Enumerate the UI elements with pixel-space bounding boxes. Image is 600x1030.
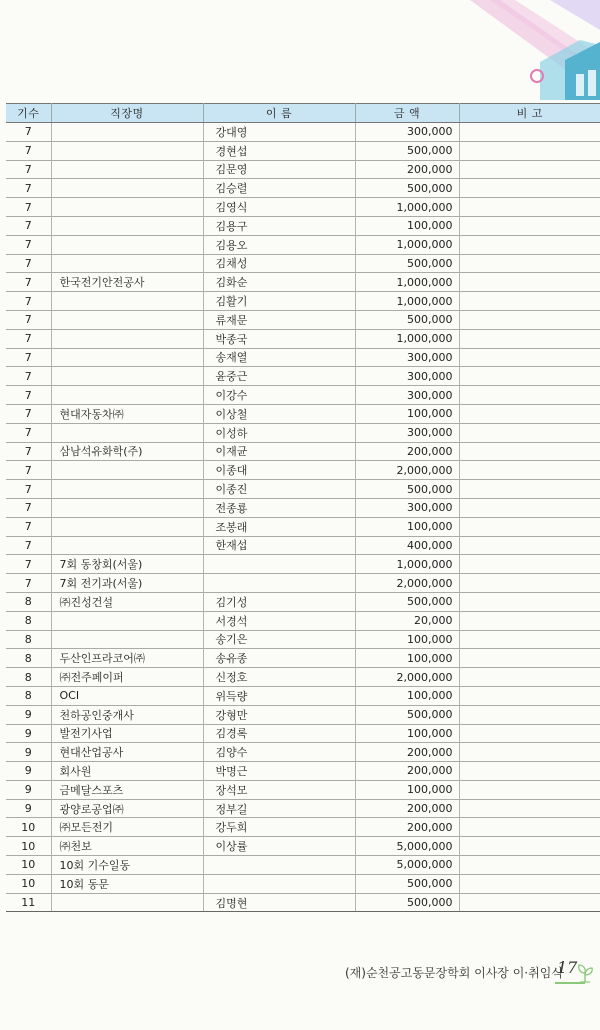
note-cell (459, 724, 600, 743)
name-cell: 신정호 (203, 668, 355, 687)
amount-cell: 100,000 (355, 404, 459, 423)
workplace-cell (51, 141, 203, 160)
amount-cell: 500,000 (355, 705, 459, 724)
generation-cell: 7 (6, 179, 51, 198)
table-body (6, 123, 600, 912)
table-row (6, 310, 600, 329)
name-cell: 송유종 (203, 649, 355, 668)
amount-cell: 500,000 (355, 893, 459, 912)
table-row (6, 536, 600, 555)
workplace-cell (51, 310, 203, 329)
generation-cell: 7 (6, 292, 51, 311)
table-row (6, 724, 600, 743)
name-cell: 이상철 (203, 404, 355, 423)
amount-cell: 300,000 (355, 367, 459, 386)
donation-table (6, 103, 600, 912)
amount-cell: 400,000 (355, 536, 459, 555)
workplace-cell (51, 461, 203, 480)
name-cell: 류재문 (203, 310, 355, 329)
col-header-workplace: 직장명 (51, 104, 203, 123)
table-row (6, 893, 600, 912)
generation-cell: 9 (6, 724, 51, 743)
name-cell: 이성하 (203, 423, 355, 442)
generation-cell: 7 (6, 423, 51, 442)
workplace-cell (51, 254, 203, 273)
name-cell (203, 856, 355, 875)
table-row (6, 780, 600, 799)
workplace-cell: 현대자동차㈜ (51, 404, 203, 423)
amount-cell: 1,000,000 (355, 273, 459, 292)
note-cell (459, 893, 600, 912)
workplace-cell: OCI (51, 686, 203, 705)
workplace-cell (51, 480, 203, 499)
table-row (6, 367, 600, 386)
name-cell: 김화순 (203, 273, 355, 292)
amount-cell: 5,000,000 (355, 856, 459, 875)
name-cell: 장석모 (203, 780, 355, 799)
workplace-cell: ㈜진성건설 (51, 592, 203, 611)
generation-cell: 8 (6, 649, 51, 668)
note-cell (459, 367, 600, 386)
amount-cell: 200,000 (355, 799, 459, 818)
note-cell (459, 856, 600, 875)
amount-cell: 500,000 (355, 592, 459, 611)
workplace-cell: 회사원 (51, 762, 203, 781)
note-cell (459, 141, 600, 160)
table-row (6, 649, 600, 668)
table-row (6, 762, 600, 781)
workplace-cell (51, 536, 203, 555)
generation-cell: 7 (6, 517, 51, 536)
table-row (6, 292, 600, 311)
workplace-cell: 10회 기수일동 (51, 856, 203, 875)
table-row (6, 592, 600, 611)
workplace-cell (51, 611, 203, 630)
note-cell (459, 160, 600, 179)
note-cell (459, 592, 600, 611)
name-cell: 윤중근 (203, 367, 355, 386)
workplace-cell: 발전기사업 (51, 724, 203, 743)
workplace-cell: 7회 전기과(서울) (51, 574, 203, 593)
amount-cell: 100,000 (355, 686, 459, 705)
amount-cell: 100,000 (355, 630, 459, 649)
note-cell (459, 837, 600, 856)
note-cell (459, 630, 600, 649)
workplace-cell: 두산인프라코어㈜ (51, 649, 203, 668)
amount-cell: 200,000 (355, 743, 459, 762)
generation-cell: 7 (6, 498, 51, 517)
note-cell (459, 179, 600, 198)
workplace-cell (51, 367, 203, 386)
workplace-cell: 삼남석유화학(주) (51, 442, 203, 461)
name-cell: 강두희 (203, 818, 355, 837)
note-cell (459, 404, 600, 423)
name-cell (203, 874, 355, 893)
name-cell: 이재균 (203, 442, 355, 461)
generation-cell: 10 (6, 856, 51, 875)
generation-cell: 8 (6, 630, 51, 649)
generation-cell: 7 (6, 348, 51, 367)
note-cell (459, 235, 600, 254)
col-header-amount: 금 액 (355, 104, 459, 123)
note-cell (459, 649, 600, 668)
workplace-cell (51, 292, 203, 311)
table-row (6, 198, 600, 217)
name-cell: 박명근 (203, 762, 355, 781)
workplace-cell: 7회 동창회(서울) (51, 555, 203, 574)
name-cell: 위득량 (203, 686, 355, 705)
table-row (6, 235, 600, 254)
note-cell (459, 480, 600, 499)
amount-cell: 1,000,000 (355, 198, 459, 217)
generation-cell: 7 (6, 310, 51, 329)
name-cell: 박종국 (203, 329, 355, 348)
workplace-cell (51, 179, 203, 198)
name-cell: 김양수 (203, 743, 355, 762)
amount-cell: 2,000,000 (355, 461, 459, 480)
amount-cell: 1,000,000 (355, 555, 459, 574)
amount-cell: 500,000 (355, 480, 459, 499)
note-cell (459, 461, 600, 480)
name-cell: 강대영 (203, 123, 355, 142)
workplace-cell (51, 423, 203, 442)
table-row (6, 386, 600, 405)
name-cell: 김용오 (203, 235, 355, 254)
table-row (6, 179, 600, 198)
table-row (6, 630, 600, 649)
workplace-cell (51, 235, 203, 254)
name-cell: 김기성 (203, 592, 355, 611)
note-cell (459, 799, 600, 818)
col-header-note: 비 고 (459, 104, 600, 123)
workplace-cell: 현대산업공사 (51, 743, 203, 762)
note-cell (459, 423, 600, 442)
note-cell (459, 517, 600, 536)
name-cell: 서경석 (203, 611, 355, 630)
generation-cell: 9 (6, 762, 51, 781)
name-cell: 이상률 (203, 837, 355, 856)
page-number: 17 (557, 958, 578, 977)
amount-cell: 5,000,000 (355, 837, 459, 856)
generation-cell: 9 (6, 743, 51, 762)
note-cell (459, 216, 600, 235)
note-cell (459, 198, 600, 217)
name-cell: 조봉래 (203, 517, 355, 536)
generation-cell: 8 (6, 592, 51, 611)
workplace-cell: 금메달스포츠 (51, 780, 203, 799)
amount-cell: 200,000 (355, 160, 459, 179)
note-cell (459, 123, 600, 142)
table-row (6, 273, 600, 292)
note-cell (459, 780, 600, 799)
amount-cell: 100,000 (355, 724, 459, 743)
amount-cell: 500,000 (355, 179, 459, 198)
generation-cell: 7 (6, 461, 51, 480)
generation-cell: 8 (6, 668, 51, 687)
generation-cell: 7 (6, 160, 51, 179)
amount-cell: 300,000 (355, 348, 459, 367)
name-cell: 김승렬 (203, 179, 355, 198)
amount-cell: 500,000 (355, 254, 459, 273)
table-row (6, 874, 600, 893)
generation-cell: 9 (6, 780, 51, 799)
table-row (6, 611, 600, 630)
note-cell (459, 743, 600, 762)
table-row (6, 799, 600, 818)
generation-cell: 7 (6, 141, 51, 160)
table-row (6, 686, 600, 705)
workplace-cell (51, 893, 203, 912)
note-cell (459, 611, 600, 630)
generation-cell: 10 (6, 818, 51, 837)
footer-title: (재)순천공고동문장학회 이사장 이·취임식 (345, 966, 563, 980)
table-row (6, 517, 600, 536)
generation-cell: 7 (6, 235, 51, 254)
name-cell: 한재섭 (203, 536, 355, 555)
table-row (6, 348, 600, 367)
table-row (6, 160, 600, 179)
note-cell (459, 292, 600, 311)
generation-cell: 7 (6, 536, 51, 555)
note-cell (459, 762, 600, 781)
table-row (6, 837, 600, 856)
amount-cell: 2,000,000 (355, 574, 459, 593)
note-cell (459, 668, 600, 687)
table-header-row (6, 104, 600, 123)
name-cell: 이종진 (203, 480, 355, 499)
name-cell: 송기은 (203, 630, 355, 649)
table-row (6, 216, 600, 235)
table-row (6, 743, 600, 762)
name-cell: 정부길 (203, 799, 355, 818)
note-cell (459, 348, 600, 367)
name-cell: 김명현 (203, 893, 355, 912)
name-cell: 이종대 (203, 461, 355, 480)
note-cell (459, 574, 600, 593)
generation-cell: 7 (6, 216, 51, 235)
col-header-generation: 기수 (6, 104, 51, 123)
note-cell (459, 536, 600, 555)
generation-cell: 8 (6, 611, 51, 630)
generation-cell: 7 (6, 555, 51, 574)
table-row (6, 123, 600, 142)
generation-cell: 7 (6, 123, 51, 142)
note-cell (459, 442, 600, 461)
col-header-name: 이 름 (203, 104, 355, 123)
name-cell: 김경록 (203, 724, 355, 743)
generation-cell: 10 (6, 874, 51, 893)
workplace-cell (51, 160, 203, 179)
note-cell (459, 874, 600, 893)
workplace-cell (51, 517, 203, 536)
amount-cell: 300,000 (355, 386, 459, 405)
table-row (6, 423, 600, 442)
amount-cell: 200,000 (355, 818, 459, 837)
generation-cell: 7 (6, 404, 51, 423)
generation-cell: 9 (6, 705, 51, 724)
generation-cell: 7 (6, 386, 51, 405)
page-footer (345, 958, 595, 988)
workplace-cell (51, 216, 203, 235)
workplace-cell: ㈜모든전기 (51, 818, 203, 837)
amount-cell: 500,000 (355, 310, 459, 329)
generation-cell: 8 (6, 686, 51, 705)
table-row (6, 574, 600, 593)
generation-cell: 7 (6, 273, 51, 292)
amount-cell: 20,000 (355, 611, 459, 630)
name-cell: 전종룡 (203, 498, 355, 517)
name-cell: 강형만 (203, 705, 355, 724)
leaf-icon (573, 960, 597, 984)
note-cell (459, 705, 600, 724)
name-cell: 김활기 (203, 292, 355, 311)
amount-cell: 300,000 (355, 423, 459, 442)
generation-cell: 7 (6, 480, 51, 499)
generation-cell: 7 (6, 367, 51, 386)
name-cell (203, 555, 355, 574)
amount-cell: 100,000 (355, 216, 459, 235)
note-cell (459, 273, 600, 292)
amount-cell: 300,000 (355, 498, 459, 517)
amount-cell: 500,000 (355, 141, 459, 160)
workplace-cell (51, 329, 203, 348)
workplace-cell (51, 198, 203, 217)
workplace-cell: ㈜천보 (51, 837, 203, 856)
workplace-cell: ㈜전주페이퍼 (51, 668, 203, 687)
table-row (6, 329, 600, 348)
workplace-cell (51, 630, 203, 649)
generation-cell: 9 (6, 799, 51, 818)
generation-cell: 7 (6, 198, 51, 217)
table-row (6, 705, 600, 724)
workplace-cell (51, 498, 203, 517)
table-row (6, 141, 600, 160)
name-cell: 김채성 (203, 254, 355, 273)
generation-cell: 7 (6, 329, 51, 348)
name-cell: 김용구 (203, 216, 355, 235)
table-row (6, 480, 600, 499)
generation-cell: 7 (6, 442, 51, 461)
note-cell (459, 555, 600, 574)
workplace-cell: 천하공인중개사 (51, 705, 203, 724)
amount-cell: 100,000 (355, 517, 459, 536)
name-cell: 경현섭 (203, 141, 355, 160)
note-cell (459, 329, 600, 348)
generation-cell: 7 (6, 574, 51, 593)
amount-cell: 200,000 (355, 762, 459, 781)
amount-cell: 1,000,000 (355, 235, 459, 254)
table-row (6, 254, 600, 273)
generation-cell: 7 (6, 254, 51, 273)
amount-cell: 500,000 (355, 874, 459, 893)
note-cell (459, 254, 600, 273)
table-row (6, 818, 600, 837)
name-cell: 김영식 (203, 198, 355, 217)
note-cell (459, 818, 600, 837)
generation-cell: 11 (6, 893, 51, 912)
table-row (6, 442, 600, 461)
workplace-cell (51, 348, 203, 367)
name-cell: 이강수 (203, 386, 355, 405)
generation-cell: 10 (6, 837, 51, 856)
amount-cell: 100,000 (355, 649, 459, 668)
amount-cell: 300,000 (355, 123, 459, 142)
table-row (6, 404, 600, 423)
amount-cell: 200,000 (355, 442, 459, 461)
name-cell: 송재열 (203, 348, 355, 367)
name-cell (203, 574, 355, 593)
corner-decoration (340, 0, 600, 100)
note-cell (459, 310, 600, 329)
table-row (6, 555, 600, 574)
note-cell (459, 386, 600, 405)
table-row (6, 498, 600, 517)
workplace-cell (51, 386, 203, 405)
amount-cell: 1,000,000 (355, 292, 459, 311)
table-row (6, 856, 600, 875)
table-row (6, 461, 600, 480)
amount-cell: 1,000,000 (355, 329, 459, 348)
table-row (6, 668, 600, 687)
note-cell (459, 686, 600, 705)
workplace-cell: 10회 동문 (51, 874, 203, 893)
workplace-cell: 광양로공업㈜ (51, 799, 203, 818)
amount-cell: 2,000,000 (355, 668, 459, 687)
workplace-cell: 한국전기안전공사 (51, 273, 203, 292)
name-cell: 김문영 (203, 160, 355, 179)
workplace-cell (51, 123, 203, 142)
note-cell (459, 498, 600, 517)
amount-cell: 100,000 (355, 780, 459, 799)
